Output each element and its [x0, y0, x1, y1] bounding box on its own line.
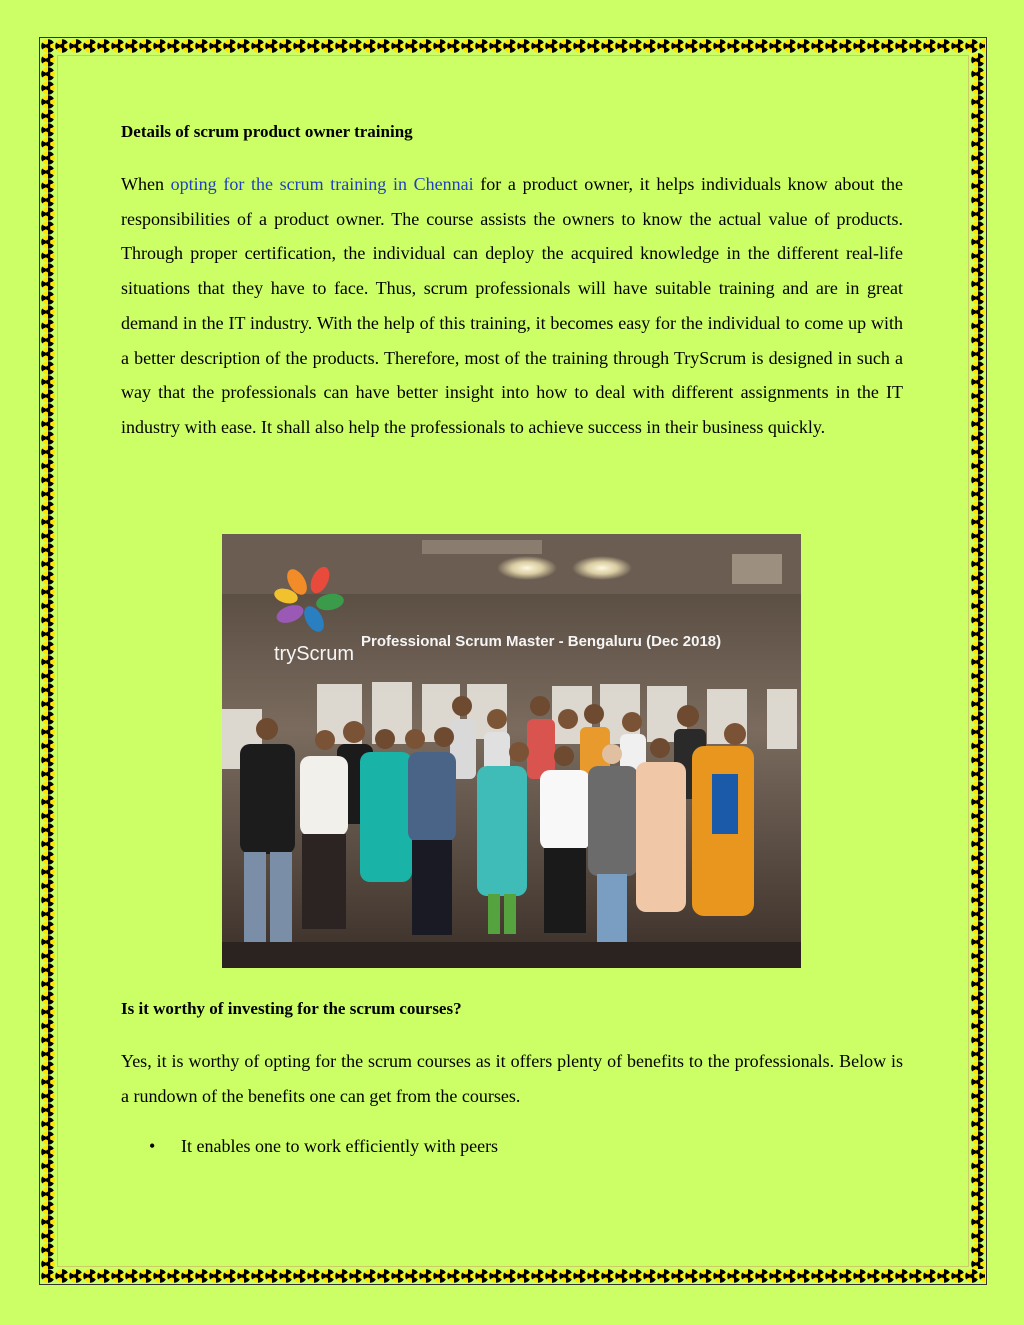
paragraph-intro: When: [121, 174, 171, 194]
list-item-text: It enables one to work efficiently with peers: [181, 1136, 499, 1156]
decorative-border-right: [971, 53, 985, 1269]
paragraph-body: for a product owner, it helps individuals know about the responsibilities of a product owner. The course assists the owners to know the actual value of products. Through proper certification, the individual can deploy the acquired knowledge in the different real-life situations that they have to face. Thus, scrum professionals will have suitable training and are in great demand in the IT industry. With the help of this training, it becomes easy for the individual to come up with a better description of the products. Therefore, most of the training through TryScrum is designed in such a way that the professionals can have better insight into how to deal with different assignments in the IT industry with ease. It shall also help the professionals to achieve success in their business quickly.: [121, 174, 903, 437]
section-heading-worthy: Is it worthy of investing for the scrum courses?: [121, 999, 462, 1018]
section-paragraph-worthy: Yes, it is worthy of opting for the scrum courses as it offers plenty of benefits to the professionals. Below is a rundown of the benefits one can get from the courses.: [121, 1051, 903, 1106]
benefits-list: [121, 1129, 498, 1163]
photo-brand-text: tryScrum: [274, 643, 354, 665]
section-heading-details: Details of scrum product owner training: [121, 122, 413, 141]
decorative-border-bottom: [41, 1269, 985, 1283]
list-item: [121, 1129, 498, 1163]
decorative-border-top: [41, 39, 985, 53]
decorative-border-left: [41, 53, 55, 1269]
section-paragraph-details: [121, 167, 903, 445]
group-photo-illustration: [222, 534, 801, 968]
group-photo: [222, 534, 801, 968]
chennai-training-link[interactable]: opting for the scrum training in Chennai: [170, 174, 474, 194]
photo-caption-text: Professional Scrum Master - Bengaluru (Dec 2018): [361, 633, 722, 650]
bullet-icon: •: [149, 1136, 156, 1156]
